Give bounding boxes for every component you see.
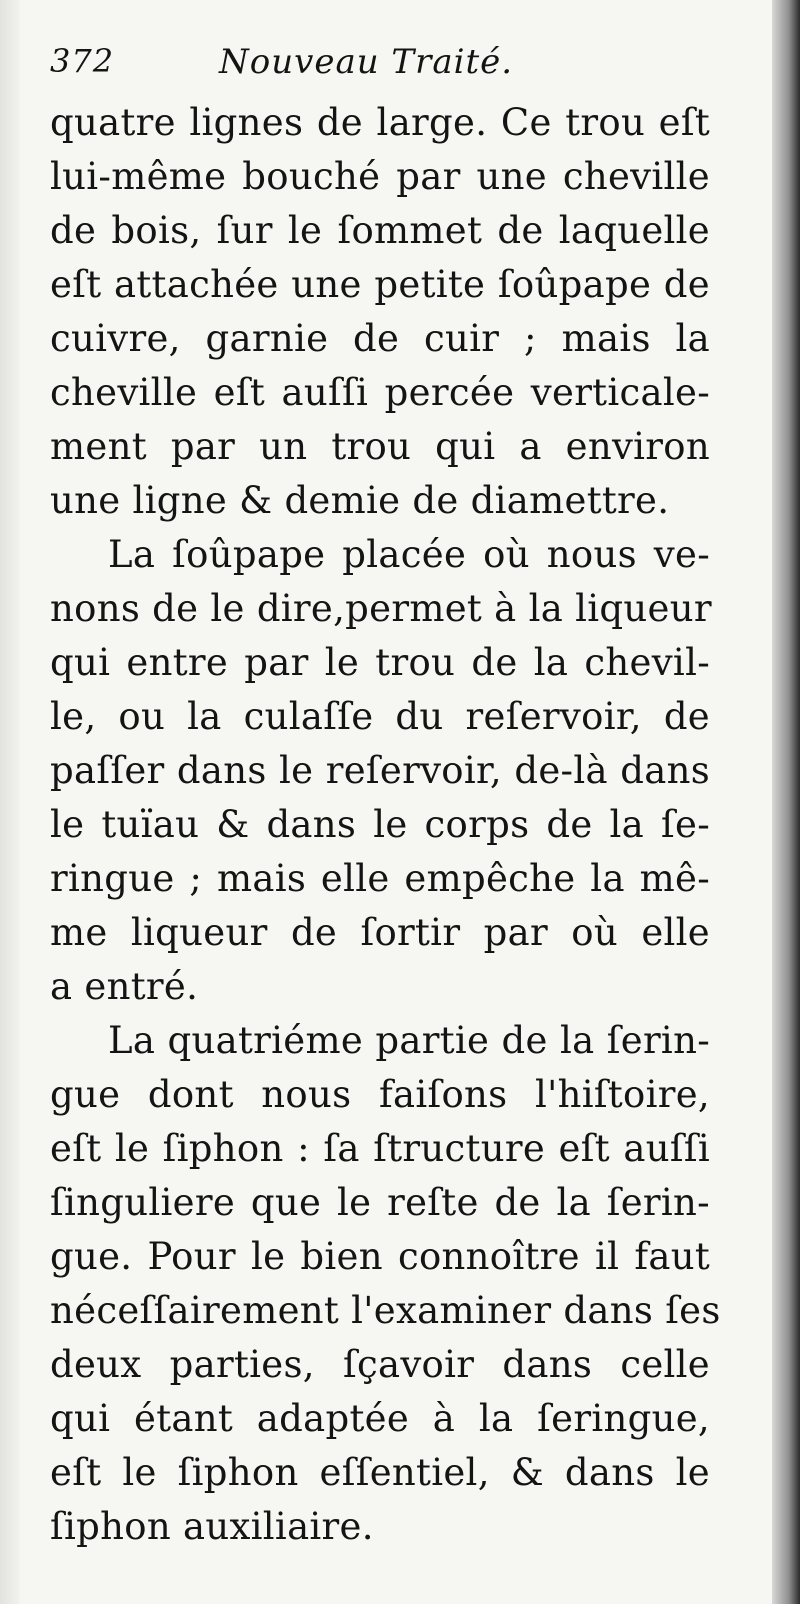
text-line: eſt attachée une petite ſoûpape de xyxy=(50,263,710,306)
text-line: ringue ; mais elle empêche la mê- xyxy=(50,857,710,900)
text-line: le, ou la culaſſe du reſervoir, de xyxy=(50,695,710,738)
text-line: a entré. xyxy=(50,965,199,1008)
text-line: paſſer dans le reſervoir, de-là dans xyxy=(50,749,710,792)
page-left-margin xyxy=(0,0,20,1604)
text-line: néceſſairement l'examiner dans ſes xyxy=(50,1289,721,1332)
paragraph-start-line: La quatriéme partie de la ſerin- xyxy=(108,1019,710,1062)
text-line: gue. Pour le bien connoître il faut xyxy=(50,1235,710,1278)
page-gutter-shadow xyxy=(772,0,800,1604)
text-line: eſt le ſiphon : ſa ſtructure eſt auſſi xyxy=(50,1127,710,1170)
text-line: qui étant adaptée à la ſeringue, xyxy=(50,1397,710,1440)
text-line: me liqueur de ſortir par où elle xyxy=(50,911,710,954)
page-header xyxy=(44,42,724,92)
body-text xyxy=(50,96,721,1554)
page-number: 372 xyxy=(50,42,115,80)
text-line: une ligne & demie de diamettre. xyxy=(50,479,670,522)
running-title: Nouveau Traité. xyxy=(219,42,514,82)
text-line: cuivre, garnie de cuir ; mais la xyxy=(50,317,710,360)
text-line: de bois, ſur le ſommet de laquelle xyxy=(50,209,710,252)
text-line: quatre lignes de large. Ce trou eſt xyxy=(50,101,710,144)
text-line: deux parties, ſçavoir dans celle xyxy=(50,1343,710,1386)
text-line: cheville eſt auſſi percée verticale- xyxy=(50,371,710,414)
text-line: ſiphon auxiliaire. xyxy=(50,1505,374,1548)
text-line: le tuïau & dans le corps de la ſe- xyxy=(50,803,710,846)
text-line: nons de le dire,permet à la liqueur xyxy=(50,587,712,630)
paragraph-start-line: La ſoûpape placée où nous ve- xyxy=(108,533,710,576)
text-line: lui-même bouché par une cheville xyxy=(50,155,710,198)
text-line: qui entre par le trou de la chevil- xyxy=(50,641,710,684)
text-line: ment par un trou qui a environ xyxy=(50,425,710,468)
text-line: eſt le ſiphon eſſentiel, & dans le xyxy=(50,1451,710,1494)
text-line: gue dont nous faiſons l'hiſtoire, xyxy=(50,1073,710,1116)
text-line: ſinguliere que le reſte de la ſerin- xyxy=(50,1181,710,1224)
